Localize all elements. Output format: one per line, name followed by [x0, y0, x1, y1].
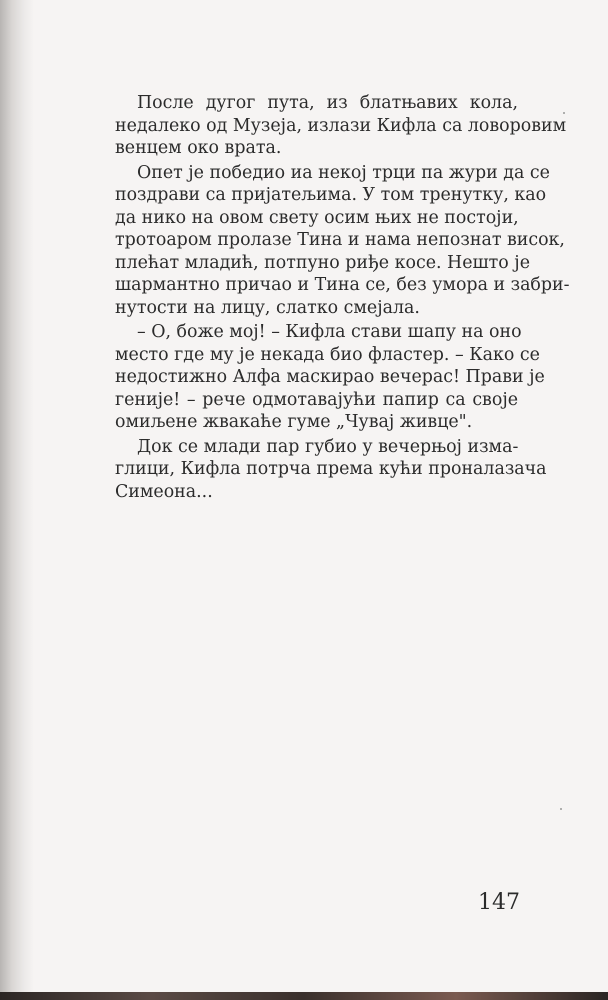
text-line: тротоаром пролазе Тина и нама непознат висок,: [115, 230, 565, 250]
text-line: плећат младић, потпуно риђе косе. Нешто је: [115, 252, 530, 273]
paragraph: [115, 321, 545, 434]
paragraph: [115, 162, 570, 320]
paragraph: [115, 436, 547, 504]
text-line: нутости на лицу, слатко смејала.: [115, 297, 420, 318]
paper-speck: [560, 808, 562, 810]
spine-shadow: [0, 0, 34, 1000]
page-bottom-edge: [0, 992, 608, 1000]
text-line: место где му је некада био фластер. – Како се: [115, 344, 540, 365]
page-number: 147: [478, 890, 520, 915]
text-line: поздрави са пријатељима. У том тренутку, као: [115, 185, 547, 205]
text-line: шармантно причао и Тина се, без умора и забри-: [115, 275, 570, 295]
paper-speck: [563, 112, 565, 114]
body-text: [115, 92, 570, 505]
paragraph: [115, 92, 567, 160]
text-line: да нико на овом свету осим њих не постоји,: [115, 207, 519, 228]
text-line: недостижно Алфа маскирао вечерас! Прави је: [115, 367, 545, 387]
text-line: глици, Кифла потрча према кући проналазача: [115, 459, 547, 479]
text-line: Док се млади пар губио у вечерњој изма-: [137, 436, 519, 457]
text-line: омиљене жвакаће гуме „Чувај живце".: [115, 412, 473, 432]
text-line: недалеко од Музеја, излази Кифла са ловоровим: [115, 115, 567, 136]
text-line: Опет је победио иа некој трци па жури да се: [137, 162, 550, 183]
text-line: геније! – рече одмотавајући папир са своје: [115, 389, 518, 410]
text-line: венцем око врата.: [115, 138, 282, 158]
text-line: Симеона...: [115, 481, 213, 502]
text-line: – О, боже мој! – Кифла стави шапу на оно: [137, 322, 522, 342]
text-line: После дугог пута, из блатњавих кола,: [137, 93, 518, 113]
